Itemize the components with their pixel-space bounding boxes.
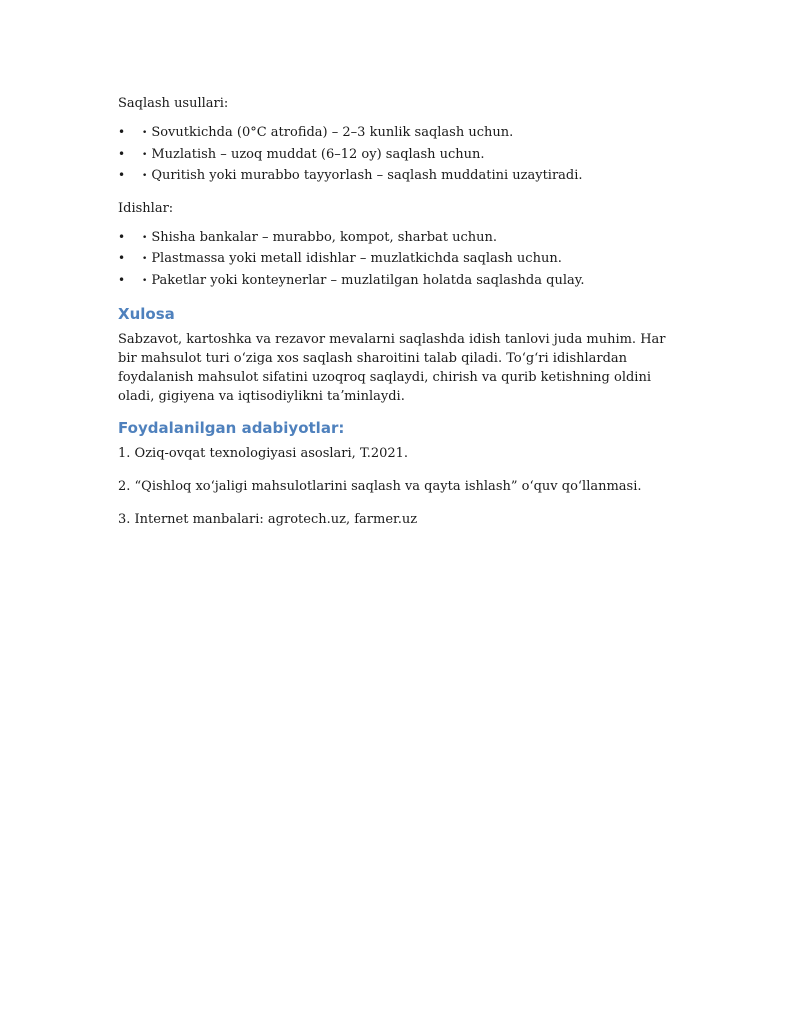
- references-title: Foydalanilgan adabiyotlar:: [118, 419, 345, 437]
- list-item: [118, 145, 678, 167]
- bullet-icon: •: [118, 251, 126, 265]
- list-item-text: Muzlatish – uzoq muddat (6–12 oy) saqlash uchun.: [151, 146, 485, 162]
- list-item: [118, 249, 678, 271]
- bullet-icon: •: [118, 146, 126, 161]
- bullet-icon: •: [118, 168, 126, 182]
- inner-bullet-icon: •: [142, 171, 148, 181]
- containers-heading: Idishlar:: [118, 200, 174, 216]
- list-item: [118, 166, 678, 188]
- document-page: [118, 94, 678, 543]
- reference-item-3: 3. Internet manbalari: agrotech.uz, farmer.uz: [118, 512, 418, 527]
- list-item-text: Plastmassa yoki metall idishlar – muzlatkichda saqlash uchun.: [151, 251, 562, 266]
- list-item-text: Shisha bankalar – murabbo, kompot, sharbat uchun.: [151, 229, 498, 245]
- inner-bullet-icon: •: [142, 254, 148, 264]
- inner-bullet-icon: •: [142, 128, 148, 138]
- methods-heading: Saqlash usullari:: [118, 96, 229, 111]
- bullet-icon: •: [118, 272, 126, 287]
- bullet-icon: •: [118, 125, 126, 139]
- conclusion-title: Xulosa: [118, 305, 175, 323]
- conclusion-text: Sabzavot, kartoshka va rezavor mevalarni saqlashda idish tanlovi juda muhim. Har bir mahsulot turi oʻziga xos saqlash sharoitini talab qiladi. Toʻgʻri idishlardan foydalanish mahsulot sifatini uzoqroq saqlaydi, chirish va qurib ketishning oldini oladi, gigiyena va iqtisodiylikni taʼminlaydi.: [118, 332, 666, 404]
- inner-bullet-icon: •: [142, 275, 148, 286]
- list-item: [118, 123, 678, 145]
- methods-list: [118, 123, 678, 188]
- reference-item-1: 1. Oziq-ovqat texnologiyasi asoslari, T.2021.: [118, 446, 409, 461]
- inner-bullet-icon: •: [142, 149, 148, 160]
- inner-bullet-icon: •: [142, 232, 148, 243]
- list-item-text: Paketlar yoki konteynerlar – muzlatilgan holatda saqlashda qulay.: [151, 272, 585, 288]
- containers-list: [118, 228, 678, 293]
- list-item: [118, 271, 678, 293]
- bullet-icon: •: [118, 229, 126, 244]
- list-item: [118, 228, 678, 250]
- reference-item-2: 2. “Qishloq xoʻjaligi mahsulotlarini saqlash va qayta ishlash” oʻquv qoʻllanmasi.: [118, 479, 642, 494]
- list-item-text: Quritish yoki murabbo tayyorlash – saqlash muddatini uzaytiradi.: [151, 168, 583, 183]
- list-item-text: Sovutkichda (0°C atrofida) – 2–3 kunlik saqlash uchun.: [151, 125, 514, 140]
